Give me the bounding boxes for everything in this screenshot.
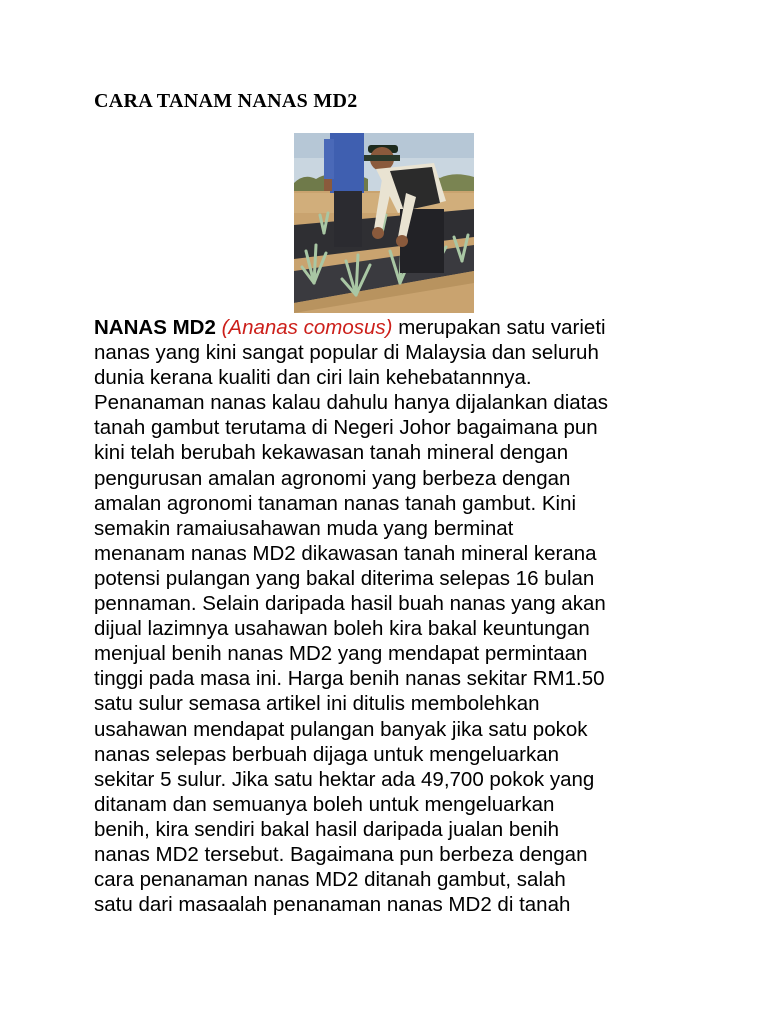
- photo-illustration: [294, 133, 474, 313]
- article-line: menjual benih nanas MD2 yang mendapat permintaan: [94, 642, 588, 666]
- article-line: dunia kerana kualiti dan ciri lain kehebatannnya.: [94, 366, 532, 390]
- article-first-line: [94, 315, 734, 340]
- article-line: Penanaman nanas kalau dahulu hanya dijalankan diatas: [94, 391, 609, 415]
- article-line: satu sulur semasa artikel ini ditulis membolehkan: [94, 692, 540, 716]
- article-line: satu dari masaalah penanaman nanas MD2 di tanah: [94, 893, 571, 917]
- scientific-name: (Ananas comosus): [221, 316, 393, 339]
- article-line: tanah gambut terutama di Negeri Johor bagaimana pun: [94, 416, 598, 440]
- article-line: pennaman. Selain daripada hasil buah nanas yang akan: [94, 592, 606, 616]
- article-line: potensi pulangan yang bakal diterima selepas 16 bulan: [94, 566, 595, 590]
- article-line: pengurusan amalan agronomi yang berbeza dengan: [94, 466, 571, 490]
- article-line: benih, kira sendiri bakal hasil daripada jualan benih: [94, 817, 559, 841]
- article-line: sekitar 5 sulur. Jika satu hektar ada 49,700 pokok yang: [94, 767, 595, 791]
- article-line: nanas selepas berbuah dijaga untuk mengeluarkan: [94, 742, 560, 766]
- article-line: semakin ramaiusahawan muda yang berminat: [94, 516, 514, 540]
- first-line-rest: merupakan satu varieti: [392, 316, 606, 339]
- article-line: menanam nanas MD2 dikawasan tanah mineral kerana: [94, 541, 597, 565]
- photo-farmers-planting-pineapple: [294, 133, 474, 313]
- article-line: dijual lazimnya usahawan boleh kira bakal keuntungan: [94, 617, 590, 641]
- article-line: nanas MD2 tersebut. Bagaimana pun berbeza dengan: [94, 842, 588, 866]
- article-line: tinggi pada masa ini. Harga benih nanas sekitar RM1.50: [94, 667, 605, 691]
- article-line: amalan agronomi tanaman nanas tanah gambut. Kini: [94, 491, 577, 515]
- lead-term: NANAS MD2: [94, 316, 216, 339]
- document-title: CARA TANAM NANAS MD2: [94, 90, 358, 112]
- article-line: nanas yang kini sangat popular di Malaysia dan seluruh: [94, 341, 599, 365]
- article-body: [94, 315, 734, 917]
- article-line: ditanam dan semuanya boleh untuk mengeluarkan: [94, 792, 555, 816]
- article-line: cara penanaman nanas MD2 ditanah gambut, salah: [94, 868, 566, 892]
- article-line: usahawan mendapat pulangan banyak jika satu pokok: [94, 717, 588, 741]
- article-line: kini telah berubah kekawasan tanah mineral dengan: [94, 441, 569, 465]
